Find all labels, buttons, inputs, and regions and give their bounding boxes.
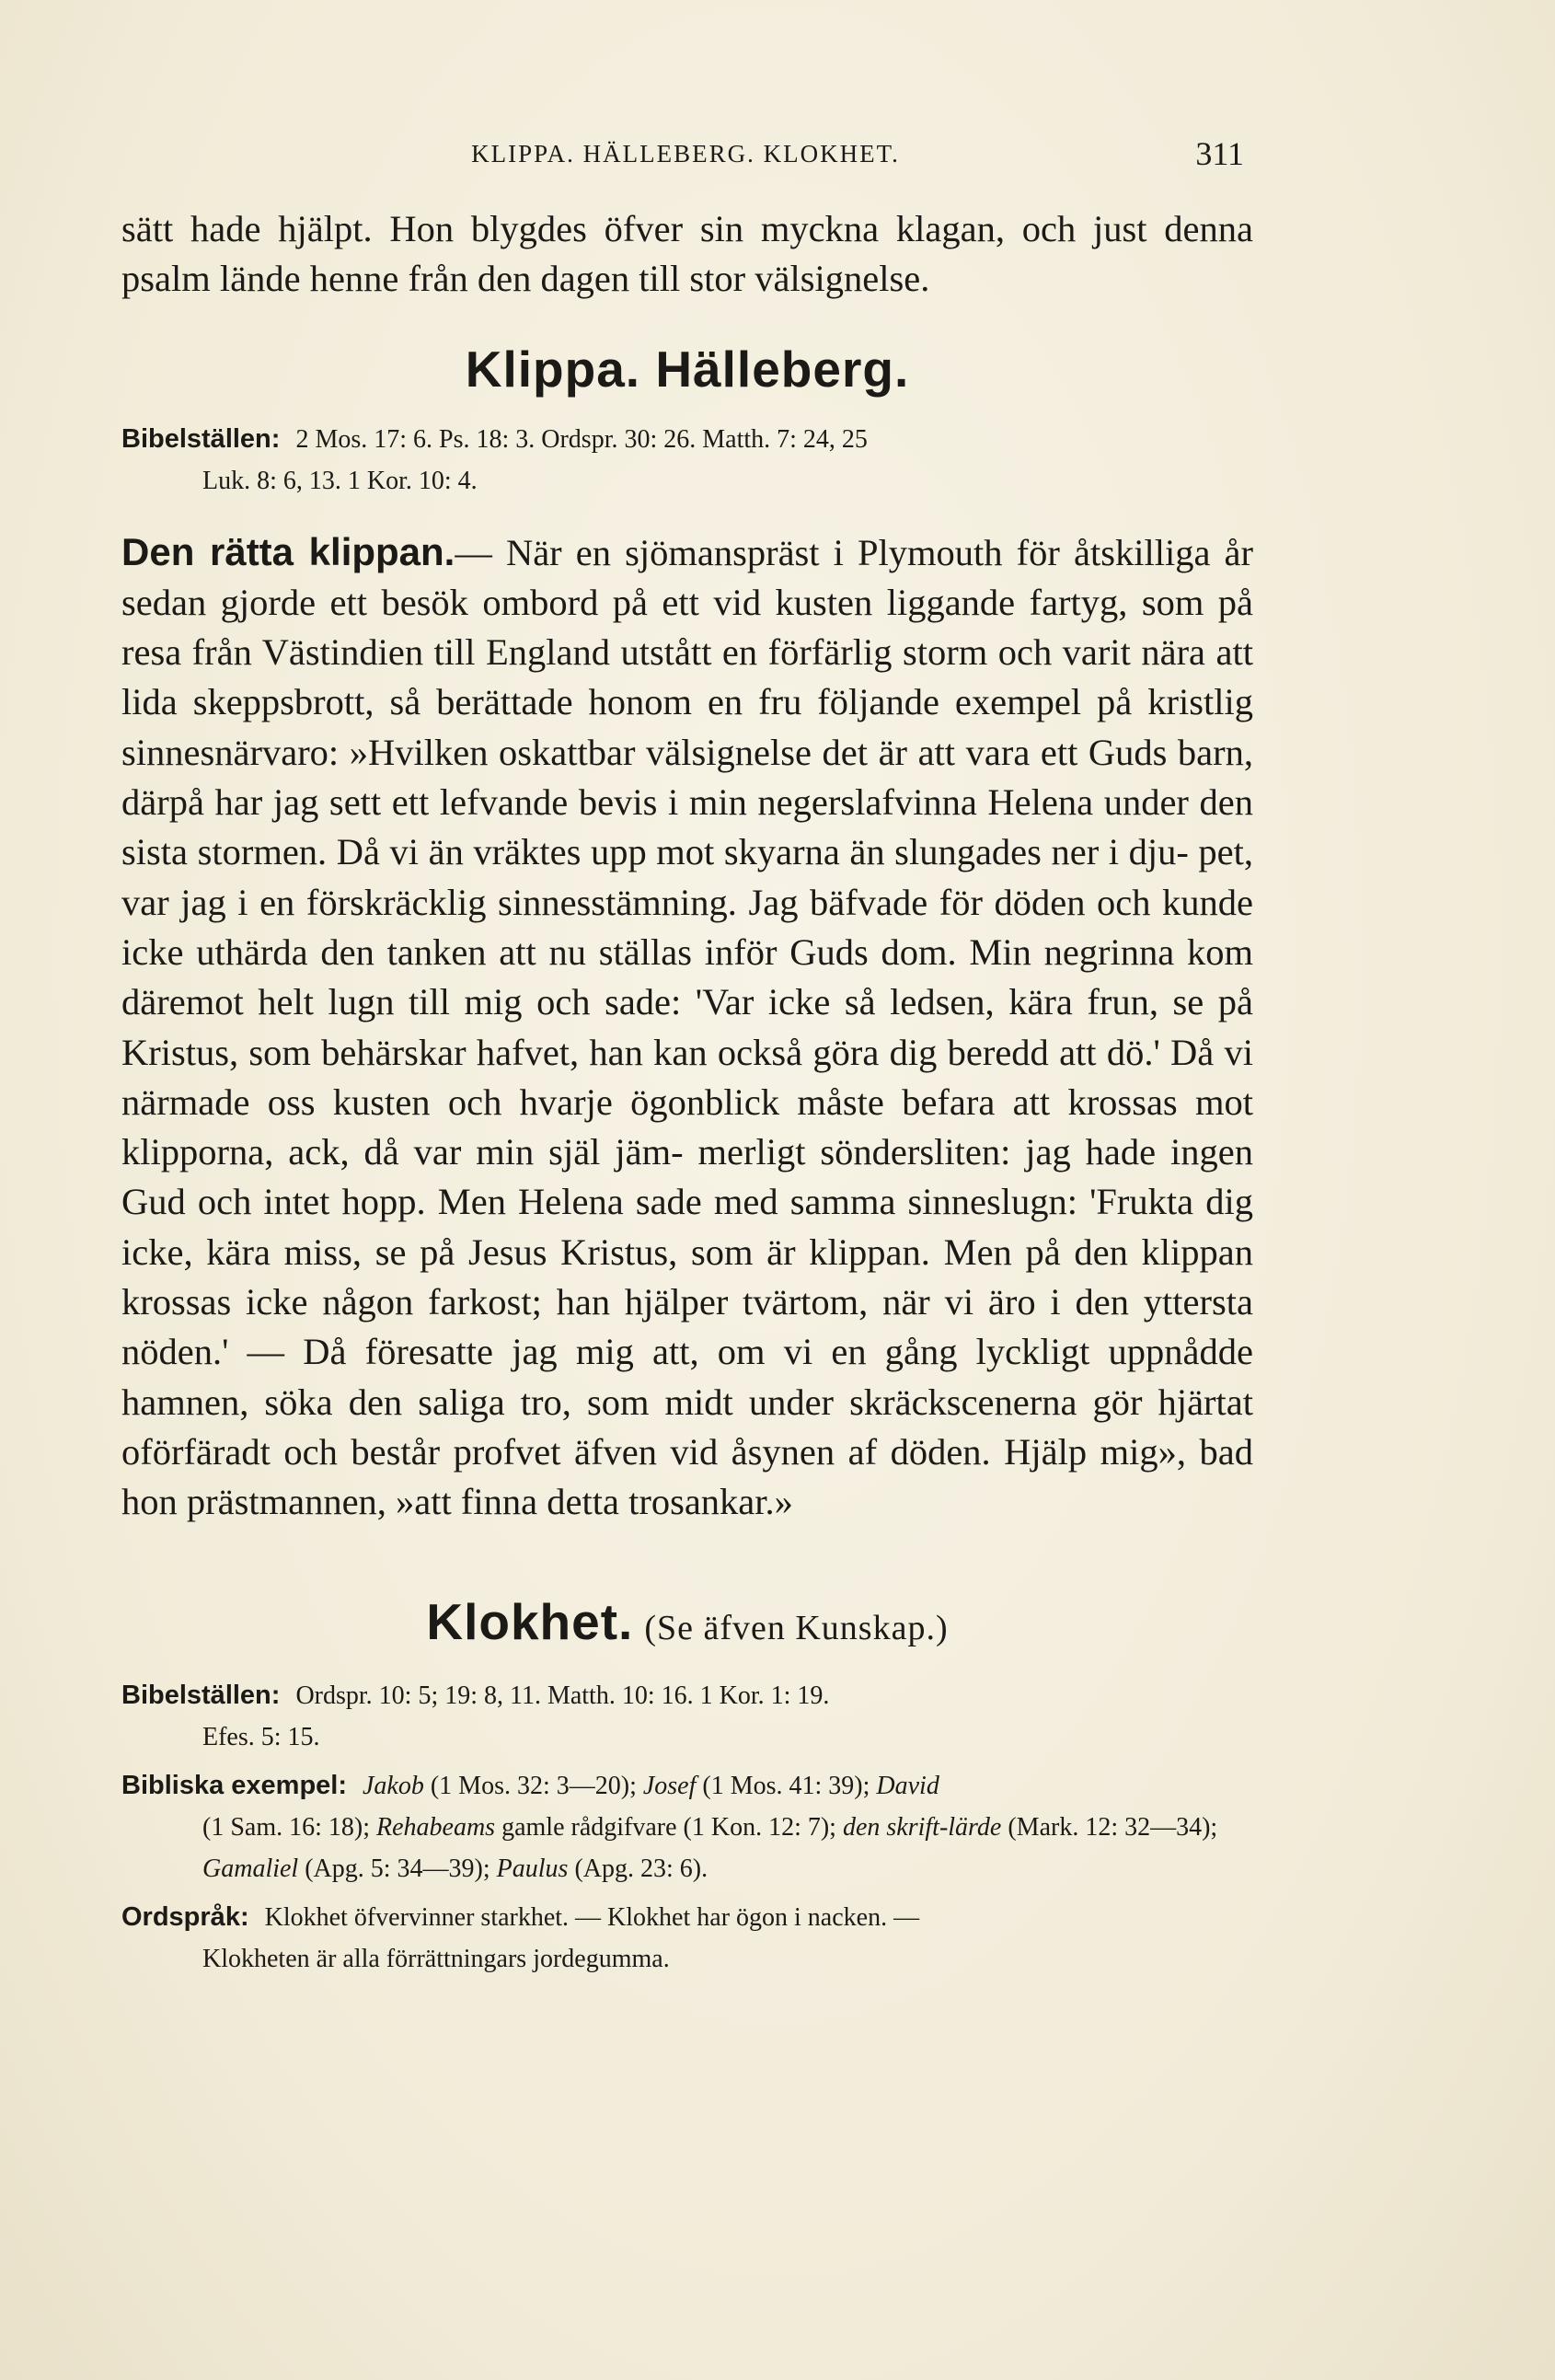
exempel-ref: gamle rådgifvare (1 Kon. 12: 7); [501, 1812, 836, 1842]
text-line: som midt under skräckscenerna gör hjärtat oförfäradt och [121, 1381, 1254, 1473]
text-line: för åtskilliga år sedan gjorde ett besök ombord på ett vid [121, 531, 1254, 623]
text-line: välsignelse. [754, 258, 930, 300]
bibelstallen-label: Bibelställen: [121, 1680, 281, 1710]
page-number: 311 [1195, 135, 1244, 172]
text-line: och just denna psalm lände henne från den dagen till stor [121, 208, 1253, 300]
see-also-note: (Se äfven Kunskap.) [644, 1608, 949, 1647]
text-line: — När en sjömanspräst i Plymouth [455, 531, 1003, 573]
text-line: pet, var jag i en förskräcklig sinnesstämning. Jag bäfvade [121, 831, 1254, 923]
text-line: bad hon prästmannen, »att finna detta trosankar.» [121, 1430, 1254, 1523]
text-line: England utstått en förfärlig storm och varit nära att lida [121, 631, 1253, 723]
exempel-name: David [876, 1771, 939, 1800]
bibelstallen-line: Luk. 8: 6, 13. 1 Kor. 10: 4. [202, 466, 478, 495]
bibelstallen-klippa [121, 419, 1253, 502]
text-line: klippan krossas icke någon farkost; han hjälper tvärtom, [121, 1230, 1254, 1323]
exempel-ref: (1 Mos. 41: 39); [702, 1771, 870, 1800]
klippa-references [121, 419, 1253, 502]
story-paragraph [121, 527, 1253, 1528]
running-title: KLIPPA. HÄLLEBERG. KLOKHET. [471, 140, 900, 168]
ordsprak [121, 1897, 1253, 1980]
exempel-label: Bibliska exempel: [121, 1770, 347, 1800]
text-line: skeppsbrott, så berättade honom en fru följande exempel på [192, 681, 1133, 723]
text-line: kära miss, se på Jesus Kristus, som är klippan. Men på den [206, 1230, 1128, 1273]
text-line: dö.' Då vi närmade oss kusten och hvarje ögonblick måste [121, 1031, 1254, 1123]
bibelstallen-line: Efes. 5: 15. [202, 1722, 320, 1751]
exempel-ref: (1 Sam. 16: 18); [202, 1812, 370, 1842]
exempel-ref: (Apg. 5: 34—39); [305, 1854, 490, 1883]
text-line: befara att krossas mot klipporna, ack, då var min själ jäm- [121, 1080, 1254, 1173]
text-line: om vi en gång lyckligt uppnådde hamnen, söka den saliga tro, [121, 1331, 1253, 1423]
exempel-name: Jakob [363, 1771, 424, 1800]
text-line: när vi äro i den yttersta nöden.' — Då föresatte jag mig att, [121, 1281, 1253, 1373]
text-line: för döden och kunde icke uthärda den tanken att nu ställas [121, 881, 1253, 973]
exempel-ref: (1 Mos. 32: 3—20); [430, 1771, 637, 1800]
text-line: sätt hade hjälpt. Hon blygdes öfver sin myckna klagan, [121, 208, 1005, 249]
text-line: kristlig sinnesnärvaro: »Hvilken oskattbar välsignelse det [121, 681, 1254, 773]
section-heading-klippa: Klippa. Hälleberg. [465, 340, 910, 398]
section-heading-klokhet [121, 1592, 1253, 1651]
exempel-name: Gamaliel [202, 1854, 299, 1883]
exempel-ref: (Apg. 23: 6). [574, 1854, 708, 1883]
running-head [120, 134, 1251, 171]
text-line: merligt söndersliten: jag hade ingen Gud och intet hopp. [121, 1131, 1253, 1223]
ordsprak-label: Ordspråk: [121, 1901, 249, 1932]
ordsprak-line: Klokheten är alla förrättningars jordegumma. [202, 1944, 670, 1973]
klokhet-title: Klokhet. [426, 1592, 634, 1650]
bibliska-exempel [121, 1765, 1253, 1889]
exempel-ref: (Mark. 12: 32—34); [1008, 1812, 1218, 1842]
text-line: inför Guds dom. Min negrinna kom däremot helt lugn till [121, 930, 1254, 1023]
continuation-paragraph [121, 204, 1253, 305]
page-body [121, 204, 1253, 1980]
exempel-name: den skrift-lärde [842, 1812, 1002, 1842]
story-title: Den rätta klippan. [121, 529, 455, 573]
text-line: som behärskar hafvet, han kan också göra dig beredd att [248, 1031, 1097, 1073]
text-line: kusten liggande fartyg, som på resa från Västindien till [121, 581, 1254, 674]
exempel-name: Rehabeams [376, 1812, 496, 1842]
text-line: bevis i min negerslafvinna Helena under den sista stormen. [121, 781, 1253, 873]
text-line: består profvet äfven vid åsynen af döden. Hjälp mig», [351, 1430, 1187, 1473]
exempel-name: Paulus [496, 1854, 569, 1883]
bibelstallen-klokhet [121, 1675, 1253, 1758]
ordsprak-line: Klokhet öfvervinner starkhet. — Klokhet har ögon i nacken. — [264, 1902, 920, 1932]
text-line: mig och sade: 'Var icke så ledsen, kära frun, se på Kristus, [121, 981, 1254, 1073]
bibelstallen-label: Bibelställen: [121, 423, 281, 454]
exempel-name: Josef [642, 1771, 697, 1800]
text-line: Då vi än vräktes upp mot skyarna än slungades ner i dju- [336, 831, 1189, 873]
bibelstallen-line: Ordspr. 10: 5; 19: 8, 11. Matth. 10: 16. 1 Kor. 1: 19. [295, 1681, 830, 1710]
text-line: är att vara ett Guds barn, därpå har jag sett ett lefvande [121, 731, 1254, 824]
bibelstallen-line: 2 Mos. 17: 6. Ps. 18: 3. Ordspr. 30: 26. Matth. 7: 24, 25 [295, 424, 868, 454]
text-line: Men Helena sade med samma sinneslugn: 'Frukta dig icke, [121, 1181, 1253, 1273]
